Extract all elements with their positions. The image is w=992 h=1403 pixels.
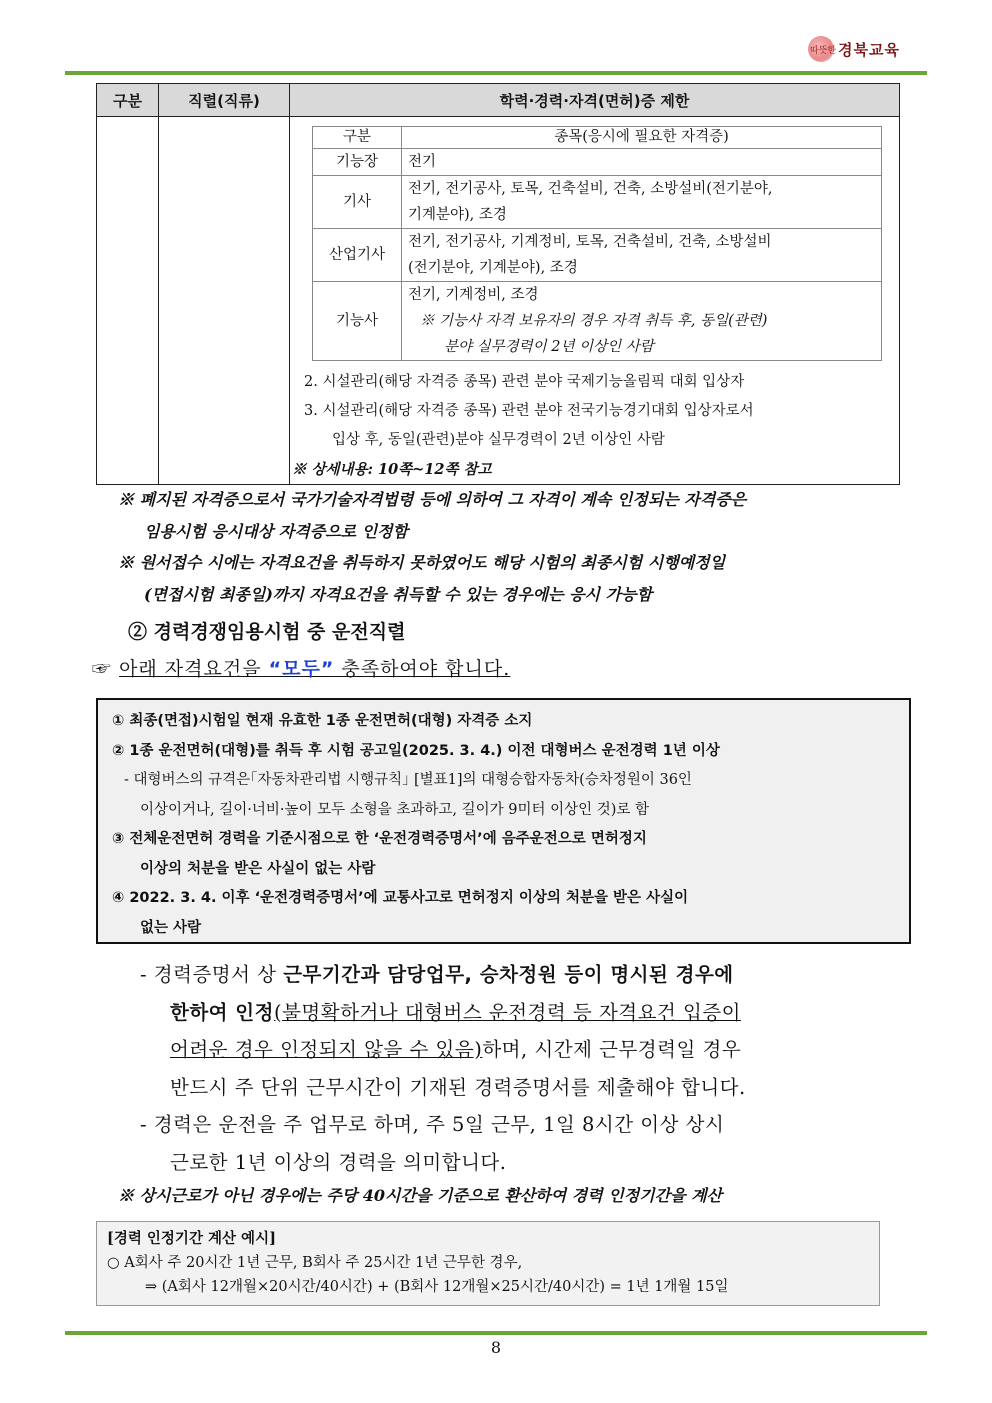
requirements-box (96, 698, 911, 944)
license-row-items (402, 149, 882, 176)
license-row-items (402, 229, 882, 282)
license-line: (전기분야, 기계분야), 조경 (408, 260, 578, 276)
license-header-items: 종목(응시에 필요한 자격증) (402, 127, 882, 149)
para-line (140, 1031, 900, 1069)
note-line: ※ 폐지된 자격증으로서 국가기술자격법령 등에 의하여 그 자격이 계속 인정되는 자격증은 (118, 490, 747, 509)
header-logo (808, 36, 900, 62)
qualification-table (96, 83, 900, 485)
license-row-items (402, 282, 882, 361)
requirement-detail: - 대형버스의 규격은｢자동차관리법 시행규칙｣ [별표1]의 대형승합자동차(승차정원이 36인 (124, 772, 692, 788)
section-title: ② 경력경쟁임용시험 중 운전직렬 (128, 621, 406, 643)
license-note: 분야 실무경력이 2년 이상인 사람 (444, 339, 654, 355)
para-line: 반드시 주 단위 근무시간이 기재된 경력증명서를 제출해야 합니다. (170, 1075, 746, 1099)
career-certificate-paragraph (140, 956, 900, 1106)
requirement-item: ④ 2022. 3. 4. 이후 ‘운전경력증명서’에 교통사고로 면허정지 이상의 처분을 받은 사실이 (112, 890, 689, 906)
license-line: 기계분야), 조경 (408, 207, 507, 223)
note-application (118, 547, 918, 611)
note-line: 임용시험 응시대상 자격증으로 인정함 (144, 522, 409, 541)
detail-reference: ※ 상세내용: 10쪽~12쪽 참고 (292, 461, 492, 478)
example-line: ⇒ (A회사 12개월×20시간/40시간) + (B회사 12개월×25시간/40시간) = 1년 1개월 15일 (145, 1279, 729, 1295)
para-line (140, 994, 900, 1032)
para-line: - 경력은 운전을 주 업무로 하며, 주 5일 근무, 1일 8시간 이상 상시 (140, 1113, 725, 1136)
table-cell-series (159, 117, 290, 485)
logo-emblem (808, 36, 837, 62)
license-row-label: 기사 (313, 176, 402, 229)
license-line: 전기, 기계정비, 조경 (408, 287, 539, 303)
note-abolished-license (118, 484, 918, 548)
table-cell-category (97, 117, 159, 485)
logo-small-text: 따뜻한 (810, 46, 837, 56)
qualification-item: 입상 후, 동일(관련)분야 실무경력이 2년 이상인 사람 (332, 432, 665, 448)
para-text: 하며, 시간제 근무경력일 경우 (482, 1038, 742, 1061)
table-header-series: 직렬(직류) (159, 84, 290, 117)
license-line: 전기, 전기공사, 토목, 건축설비, 건축, 소방설비(전기분야, (408, 181, 773, 197)
license-row-label: 산업기사 (313, 229, 402, 282)
table-header-restriction: 학력·경력·자격(면허)증 제한 (290, 84, 900, 117)
qualification-item: 2. 시설관리(해당 자격증 종목) 관련 분야 국제기능올림픽 대회 입상자 (304, 374, 745, 390)
pointing-hand-icon: ☞ (92, 658, 113, 680)
top-rule (65, 71, 927, 75)
table-cell-restriction (290, 117, 900, 485)
para-underline: 어려운 경우 인정되지 않을 수 있음) (170, 1038, 483, 1061)
license-header-category: 구분 (313, 127, 402, 149)
para-line (140, 956, 900, 994)
pointer-text-wrap (119, 658, 510, 680)
para-line: 근로한 1년 이상의 경력을 의미합니다. (170, 1150, 507, 1174)
page-number: 8 (490, 1338, 502, 1357)
para-bold: 근무기간과 담당업무, 승차정원 등이 명시된 경우에 (283, 963, 734, 986)
note-line: ※ 원서접수 시에는 자격요건을 취득하지 못하였어도 해당 시험의 최종시험 시행예정일 (118, 553, 726, 572)
requirement-pointer (92, 654, 510, 681)
career-definition-paragraph (140, 1106, 900, 1181)
license-row-items (402, 176, 882, 229)
calculation-example-box (96, 1221, 880, 1306)
pointer-text: 충족하여야 합니다. (341, 658, 511, 680)
license-note: ※ 기능사 자격 보유자의 경우 자격 취득 후, 동일(관련) (420, 313, 768, 329)
pointer-text: 아래 자격요건을 (119, 658, 262, 680)
qualification-items (292, 368, 899, 484)
qualification-item: 3. 시설관리(해당 자격증 종목) 관련 분야 전국기능경기대회 입상자로서 (304, 403, 754, 419)
license-line: 전기 (408, 154, 437, 170)
license-row-label: 기능사 (313, 282, 402, 361)
requirement-item: ③ 전체운전면허 경력을 기준시점으로 한 ‘운전경력증명서’에 음주운전으로 면허정지 (112, 831, 647, 847)
table-header-category: 구분 (97, 84, 159, 117)
requirement-item: 없는 사람 (140, 919, 202, 936)
conversion-note: ※ 상시근로가 아닌 경우에는 주당 40시간을 기준으로 환산하여 경력 인정기간을 계산 (118, 1186, 723, 1205)
license-line: 전기, 전기공사, 기계정비, 토목, 건축설비, 건축, 소방설비 (408, 234, 772, 250)
example-title: [경력 인정기간 계산 예시] (107, 1230, 276, 1247)
example-line: ○ A회사 주 20시간 1년 근무, B회사 주 25시간 1년 근무한 경우, (107, 1255, 523, 1271)
note-line: (면접시험 최종일)까지 자격요건을 취득할 수 있는 경우에는 응시 가능함 (144, 585, 652, 604)
license-table (312, 126, 882, 361)
bottom-rule (65, 1331, 927, 1335)
logo-text: 경북교육 (838, 40, 900, 59)
para-text: - 경력증명서 상 (140, 963, 284, 986)
requirement-item: 이상의 처분을 받은 사실이 없는 사람 (140, 860, 376, 877)
pointer-highlight: “모두” (268, 658, 335, 680)
license-row-label: 기능장 (313, 149, 402, 176)
requirement-item: ① 최종(면접)시험일 현재 유효한 1종 운전면허(대형) 자격증 소지 (112, 713, 533, 729)
para-bold: 한하여 인정 (170, 1000, 274, 1024)
requirement-detail: 이상이거나, 길이·너비·높이 모두 소형을 초과하고, 길이가 9미터 이상인 것)로 함 (140, 801, 650, 818)
requirement-item: ② 1종 운전면허(대형)를 취득 후 시험 공고일(2025. 3. 4.) 이전 대형버스 운전경력 1년 이상 (112, 742, 720, 759)
para-underline: (불명확하거나 대형버스 운전경력 등 자격요건 입증이 (273, 1000, 741, 1024)
